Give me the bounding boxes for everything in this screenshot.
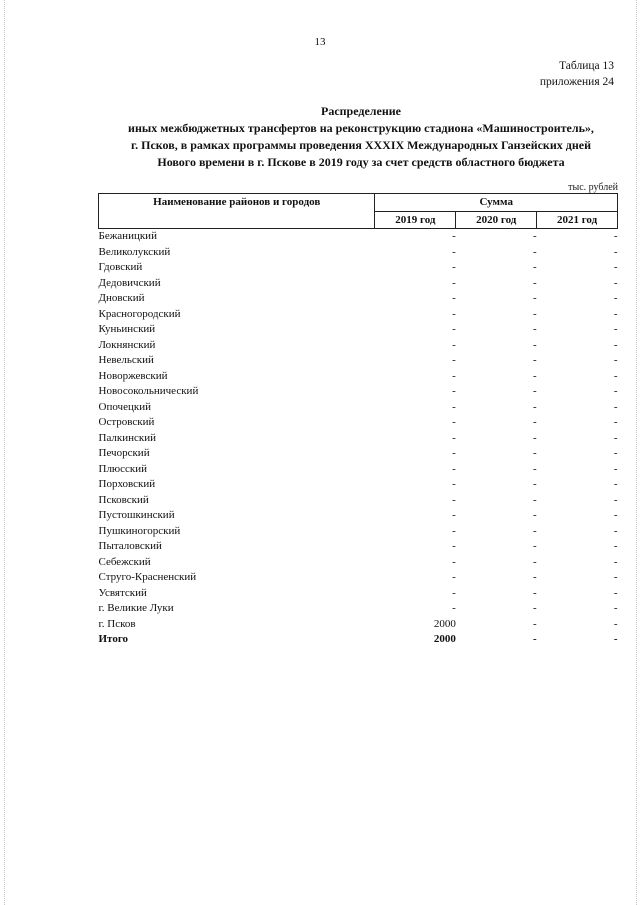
row-value-2020: - xyxy=(532,571,537,583)
appendix-label: приложения 24 xyxy=(539,76,614,88)
table-row xyxy=(99,431,618,447)
row-value-2019: - xyxy=(452,230,456,242)
row-value-2021: - xyxy=(613,323,618,335)
row-name-cell: Новоржевский xyxy=(98,369,168,382)
row-value-2019: - xyxy=(452,400,456,413)
row-value-2020: - xyxy=(532,385,537,397)
row-value-2021: - xyxy=(613,509,618,521)
row-name-cell: Псковский xyxy=(98,493,149,506)
table-row xyxy=(99,400,618,416)
row-value-2020: - xyxy=(532,245,537,258)
row-value-2020: - xyxy=(532,307,537,320)
row-value-2020: - xyxy=(532,524,537,537)
table-row xyxy=(99,229,618,245)
row-name-cell: Островский xyxy=(98,416,155,428)
row-name-cell: Пушкиногорский xyxy=(98,524,181,537)
row-name-cell: Дновский xyxy=(98,292,145,304)
table-row xyxy=(99,369,618,385)
row-value-2021: - xyxy=(613,633,618,645)
row-value-2021: - xyxy=(613,478,618,490)
row-value-2020: - xyxy=(532,400,537,413)
row-name-cell: Печорский xyxy=(98,447,150,459)
distribution-table xyxy=(98,193,618,648)
row-value-2020: - xyxy=(532,369,537,382)
table-row xyxy=(99,617,618,633)
row-name-cell: Пыталовский xyxy=(98,540,162,552)
row-value-2019: - xyxy=(452,555,456,568)
row-value-2021: - xyxy=(613,385,618,397)
row-value-2020: - xyxy=(532,478,537,490)
table-reference xyxy=(540,58,614,90)
row-name-cell: Красногородский xyxy=(98,307,181,320)
row-value-2020: - xyxy=(532,447,537,459)
row-value-2020: - xyxy=(532,493,537,506)
row-value-2020: - xyxy=(532,602,537,614)
row-value-2020: - xyxy=(532,586,537,599)
table-row xyxy=(99,601,618,617)
row-value-2019: - xyxy=(452,602,456,614)
row-name-cell: Усвятский xyxy=(98,586,147,599)
row-value-2021: - xyxy=(613,571,618,583)
row-value-2021: - xyxy=(613,354,618,366)
document-title xyxy=(96,103,626,171)
row-value-2019: - xyxy=(452,571,456,583)
row-value-2019: - xyxy=(452,586,456,599)
page-number: 13 xyxy=(314,36,326,48)
row-value-2021: - xyxy=(613,602,618,614)
row-value-2020: - xyxy=(532,323,537,335)
row-name-cell: Великолукский xyxy=(98,245,171,258)
table-row xyxy=(99,276,618,292)
row-value-2019: - xyxy=(452,478,456,490)
row-name-cell: Дедовичский xyxy=(98,276,161,289)
table-row xyxy=(99,539,618,555)
table-row xyxy=(99,493,618,509)
row-name-cell: Новосокольнический xyxy=(98,385,199,397)
units-label: тыс. рублей xyxy=(568,182,618,193)
table-row xyxy=(99,570,618,586)
table-row xyxy=(99,353,618,369)
row-value-2021: - xyxy=(613,431,618,444)
table-row xyxy=(99,260,618,276)
row-name-cell: Итого xyxy=(98,633,129,645)
table-row xyxy=(99,384,618,400)
table-row xyxy=(99,307,618,323)
row-value-2020: - xyxy=(532,416,537,428)
row-value-2020: - xyxy=(532,230,537,242)
scan-edge-right xyxy=(636,0,637,905)
row-value-2019: - xyxy=(452,354,456,366)
row-value-2021: - xyxy=(613,307,618,320)
row-value-2020: - xyxy=(532,354,537,366)
table-row xyxy=(99,477,618,493)
row-name-cell: Невельский xyxy=(98,354,154,366)
title-line-4: Нового времени в г. Пскове в 2019 году за счет средств областного бюджета xyxy=(157,155,565,169)
scan-edge-left xyxy=(4,0,5,905)
row-value-2021: - xyxy=(613,586,618,599)
row-value-2021: - xyxy=(613,230,618,242)
row-name-cell: Пустошкинский xyxy=(98,509,175,521)
table-row xyxy=(99,462,618,478)
row-value-2021: - xyxy=(613,369,618,382)
row-value-2020: - xyxy=(532,540,537,552)
row-value-2021: - xyxy=(613,245,618,258)
table-row xyxy=(99,245,618,261)
row-name-cell: Опочецкий xyxy=(98,400,151,413)
table-label: Таблица 13 xyxy=(559,60,614,72)
row-value-2021: - xyxy=(613,617,618,630)
row-value-2020: - xyxy=(532,338,537,351)
table-row xyxy=(99,632,618,648)
column-header-sum: Сумма xyxy=(375,194,618,212)
row-value-2019: - xyxy=(452,416,456,428)
row-value-2019: - xyxy=(452,431,456,444)
row-name-cell: Куньинский xyxy=(98,323,156,335)
column-header-2020: 2020 год xyxy=(456,211,537,229)
table-row xyxy=(99,586,618,602)
row-name-cell: Бежаницкий xyxy=(98,230,157,242)
row-value-2020: - xyxy=(532,633,537,645)
row-value-2020: - xyxy=(532,555,537,568)
row-value-2020: - xyxy=(532,292,537,304)
row-name-cell: Локнянский xyxy=(98,338,156,351)
row-value-2019: - xyxy=(452,509,456,521)
row-value-2019: 2000 xyxy=(433,617,456,630)
row-value-2019: - xyxy=(452,524,456,537)
row-value-2020: - xyxy=(532,431,537,444)
row-value-2019: - xyxy=(452,540,456,552)
row-name-cell: Гдовский xyxy=(98,261,143,273)
row-value-2019: - xyxy=(452,245,456,258)
row-name-cell: г. Псков xyxy=(98,617,136,630)
row-name-cell: Палкинский xyxy=(98,431,157,444)
row-name-cell: Себежский xyxy=(98,555,151,568)
table-row xyxy=(99,415,618,431)
column-header-name: Наименование районов и городов xyxy=(99,194,375,229)
row-value-2019: - xyxy=(452,385,456,397)
row-value-2020: - xyxy=(532,276,537,289)
column-header-2019: 2019 год xyxy=(375,211,456,229)
row-value-2021: - xyxy=(613,400,618,413)
row-value-2019: - xyxy=(452,493,456,506)
title-line-1: Распределение xyxy=(320,104,402,118)
row-name-cell: г. Великие Луки xyxy=(98,602,174,614)
row-value-2021: - xyxy=(613,447,618,459)
row-value-2019: - xyxy=(452,261,456,273)
row-name-cell: Плюсский xyxy=(98,462,148,475)
title-line-2: иных межбюджетных трансфертов на реконструкцию стадиона «Машиностроитель», xyxy=(128,121,594,135)
table-row xyxy=(99,555,618,571)
row-value-2021: - xyxy=(613,276,618,289)
row-value-2020: - xyxy=(532,462,537,475)
row-value-2019: - xyxy=(452,307,456,320)
table-row xyxy=(99,291,618,307)
row-value-2021: - xyxy=(613,555,618,568)
row-value-2021: - xyxy=(613,292,618,304)
table-row xyxy=(99,508,618,524)
row-value-2021: - xyxy=(613,462,618,475)
row-value-2020: - xyxy=(532,617,537,630)
row-value-2019: - xyxy=(452,462,456,475)
row-value-2019: - xyxy=(452,447,456,459)
row-value-2021: - xyxy=(613,540,618,552)
table-row xyxy=(99,446,618,462)
row-value-2020: - xyxy=(532,509,537,521)
row-name-cell: Струго-Красненский xyxy=(98,571,197,583)
row-value-2019: - xyxy=(452,369,456,382)
table-row xyxy=(99,338,618,354)
row-value-2019: 2000 xyxy=(433,633,456,645)
row-value-2021: - xyxy=(613,524,618,537)
column-header-2021: 2021 год xyxy=(537,211,618,229)
row-value-2021: - xyxy=(613,416,618,428)
row-value-2019: - xyxy=(452,276,456,289)
row-value-2021: - xyxy=(613,338,618,351)
row-value-2019: - xyxy=(452,323,456,335)
row-value-2021: - xyxy=(613,493,618,506)
row-name-cell: Порховский xyxy=(98,478,156,490)
table-body xyxy=(99,229,618,648)
row-value-2019: - xyxy=(452,292,456,304)
table-row xyxy=(99,322,618,338)
row-value-2021: - xyxy=(613,261,618,273)
table-row xyxy=(99,524,618,540)
title-line-3: г. Псков, в рамках программы проведения XXXIX Международных Ганзейских дней xyxy=(131,138,591,152)
row-value-2019: - xyxy=(452,338,456,351)
row-value-2020: - xyxy=(532,261,537,273)
